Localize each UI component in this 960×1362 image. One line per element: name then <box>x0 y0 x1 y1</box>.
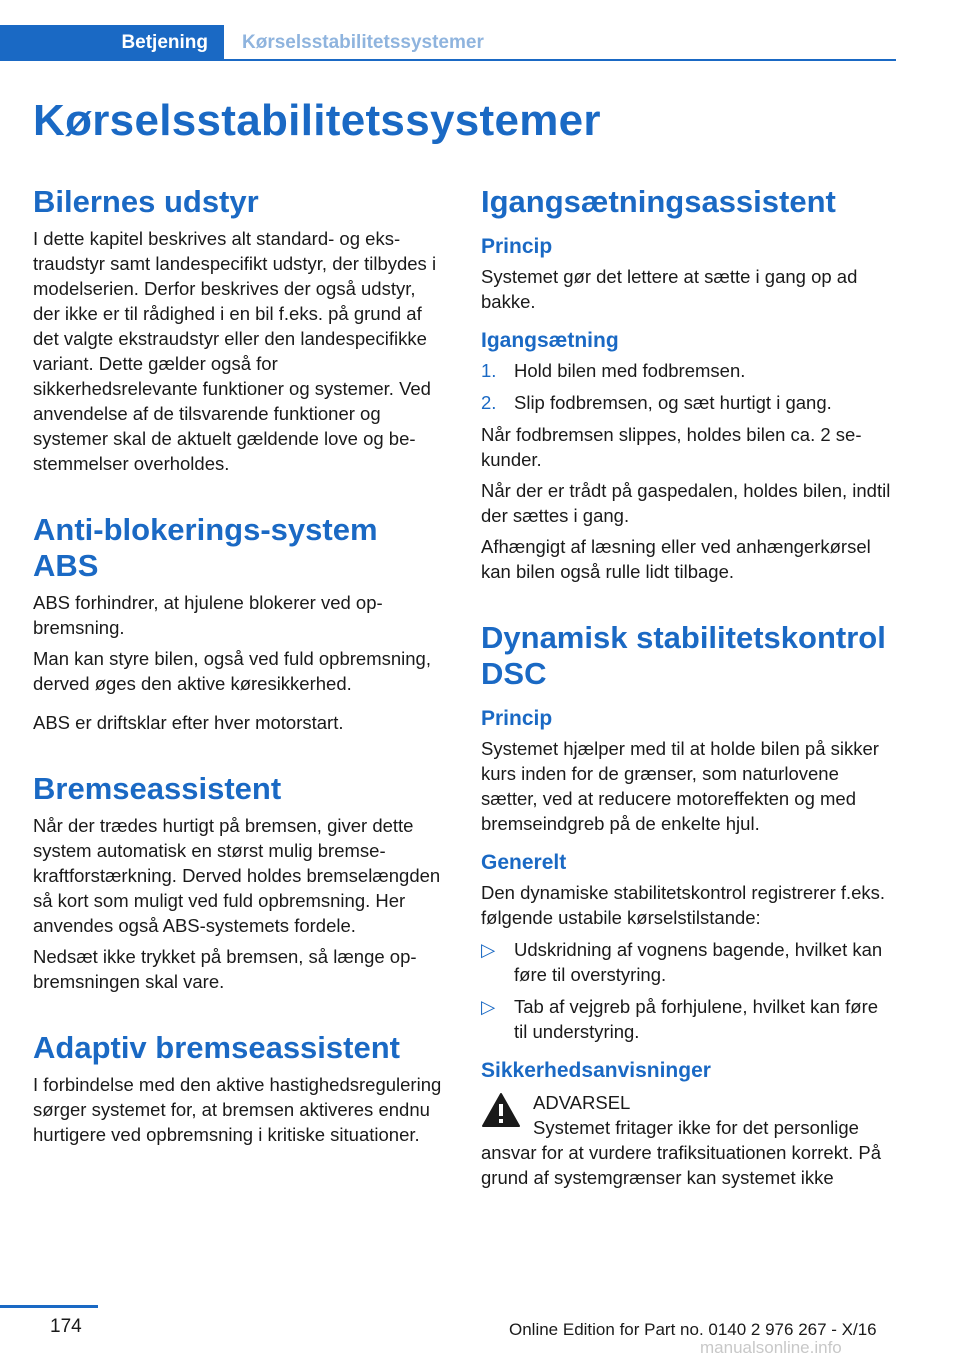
paragraph: Den dynamiske stabilitetskontrol registrerer f.eks. følgende ustabile kørselstilstande: <box>481 882 886 928</box>
page-number: 174 <box>50 1316 82 1337</box>
subheading-princip: Princip <box>481 235 553 258</box>
paragraph: Når fodbremsen slippes, holdes bilen ca. 2 sekunder. <box>481 424 862 470</box>
paragraph: Systemet gør det lettere at sætte i gang op ad bakke. <box>481 266 858 312</box>
warning-box <box>481 1090 893 1140</box>
list-item <box>481 937 893 987</box>
warning-text-continued: ansvar for at vurdere trafiksituationen korrekt. På grund af systemgrænser kan systemet ikke <box>481 1142 881 1188</box>
paragraph: Systemet hjælper med til at holde bilen på sikker kurs inden for de grænser, som naturlovene sætter, ved at reducere motoreffekten og med bremseindgreb på de enkelte hjul. <box>481 738 879 834</box>
breadcrumb-label: Kørselsstabilitetssystemer <box>242 32 484 53</box>
footer-divider <box>0 1305 98 1308</box>
page-title: Kørselsstabilitetssystemer <box>33 96 601 145</box>
header-bar <box>0 25 896 61</box>
warning-triangle-icon <box>481 1092 521 1128</box>
list-item <box>481 358 893 383</box>
triangle-bullet-icon: ▷ <box>481 996 496 1017</box>
paragraph: Man kan styre bilen, også ved fuld opbremsning, derved øges den aktive køresikkerhed. <box>33 648 431 694</box>
watermark: manualsonline.info <box>700 1338 842 1357</box>
warning-text: Systemet fritager ikke for det personlige <box>533 1117 859 1138</box>
paragraph: Nedsæt ikke trykket på bremsen, så længe opbremsningen skal vare. <box>33 946 417 992</box>
tab-betjening[interactable] <box>0 25 224 61</box>
left-column <box>33 184 445 1147</box>
heading-dsc: Dynamisk stabilitetskontrol DSC <box>481 620 886 691</box>
paragraph: Når der trædes hurtigt på bremsen, giver dette system automatisk en størst mulig bremsekraftforstærkning. Derved holdes bremselængden så kort som muligt ved fuld opbremsning. Her anvendes også ABS-systemets fordele. <box>33 815 441 936</box>
triangle-bullet-icon: ▷ <box>481 939 496 960</box>
paragraph: I dette kapitel beskrives alt standard- og ekstraudstyr samt landespecifikt udstyr, der tilbydes i modelserien. Derfor beskrives der også udstyr, der ikke er til rådighed i en bil f.eks. på grund af det valgte ekstraudstyr eller den landespecifikke variant. Dette gælder også for sikkerhedsrelevante funktioner og systemer. Ved anvendelse af de tilsvarende funktioner og systemer skal de aktuelt gældende love og bestemmelser overholdes. <box>33 228 437 474</box>
subheading-igangsaetning: Igangsætning <box>481 329 619 352</box>
heading-bremseassistent: Bremseassistent <box>33 771 282 806</box>
warning-label: ADVARSEL <box>533 1092 631 1113</box>
breadcrumb[interactable] <box>242 25 484 61</box>
paragraph: Afhængigt af læsning eller ved anhængerkørsel kan bilen også rulle lidt tilbage. <box>481 536 871 582</box>
list-text: Tab af vejgreb på forhjulene, hvilket kan føre til understyring. <box>514 996 879 1042</box>
paragraph: I forbindelse med den aktive hastighedsregulering sørger systemet for, at bremsen aktiveres endnu hurtigere ved opbremsning i kritiske situationer. <box>33 1074 442 1145</box>
right-column <box>481 184 893 1190</box>
footer-edition: Online Edition for Part no. 0140 2 976 267 - X/16 <box>509 1320 877 1339</box>
paragraph: ABS forhindrer, at hjulene blokerer ved opbremsning. <box>33 592 383 638</box>
list-number: 2. <box>481 392 497 413</box>
list-text: Slip fodbremsen, og sæt hurtigt i gang. <box>514 392 832 413</box>
header-divider <box>224 59 896 61</box>
subheading-sikkerhedsanvisninger: Sikkerhedsanvisninger <box>481 1059 711 1082</box>
heading-adaptiv-bremseassistent: Adaptiv bremseassistent <box>33 1030 400 1065</box>
list-item <box>481 390 893 415</box>
tab-betjening-label: Betjening <box>121 32 208 53</box>
heading-igangsaetningsassistent: Igangsætningsassistent <box>481 184 836 219</box>
heading-bilernes-udstyr: Bilernes udstyr <box>33 184 259 219</box>
subheading-princip: Princip <box>481 707 553 730</box>
list-text: Hold bilen med fodbremsen. <box>514 360 746 381</box>
list-number: 1. <box>481 360 497 381</box>
heading-abs: Anti-blokerings-system ABS <box>33 512 378 583</box>
paragraph: Når der er trådt på gaspedalen, holdes bilen, indtil der sættes i gang. <box>481 480 891 526</box>
subheading-generelt: Generelt <box>481 851 567 874</box>
list-text: Udskridning af vognens bagende, hvilket kan føre til overstyring. <box>514 939 883 985</box>
paragraph: ABS er driftsklar efter hver motorstart. <box>33 712 344 733</box>
list-item <box>481 994 893 1044</box>
